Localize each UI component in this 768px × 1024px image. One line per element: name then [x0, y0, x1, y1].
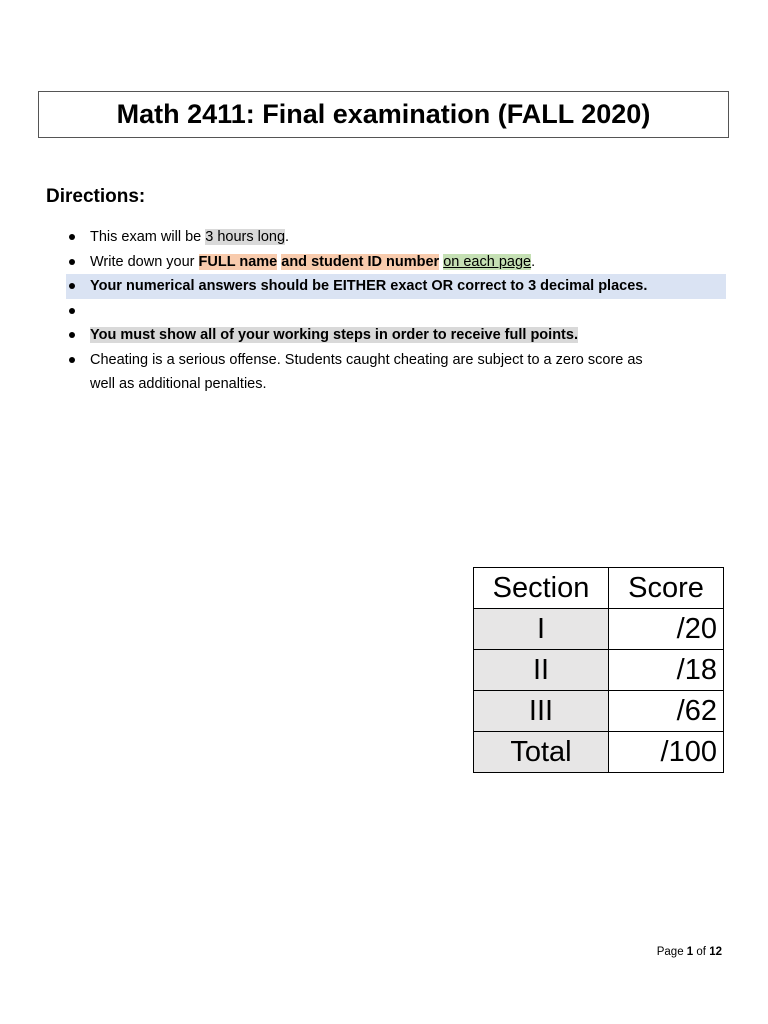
- table-header-score: Score: [609, 568, 724, 609]
- table-row: [474, 650, 724, 691]
- section-cell: I: [474, 609, 609, 650]
- section-cell: II: [474, 650, 609, 691]
- highlight-duration: 3 hours long: [205, 229, 286, 245]
- table-header-section: Section: [474, 568, 609, 609]
- direction-item-cheating: [66, 348, 726, 397]
- page-total: 12: [709, 946, 722, 958]
- score-table: [473, 567, 724, 773]
- bullet-icon: [69, 234, 75, 240]
- direction-item-numerical: [66, 274, 726, 299]
- direction-text: Your numerical answers should be EITHER exact OR correct to 3 decimal places.: [90, 278, 648, 294]
- page-footer: [657, 946, 722, 958]
- direction-item-duration: [66, 225, 726, 250]
- score-cell: /100: [609, 732, 724, 773]
- directions-heading: Directions:: [46, 186, 146, 207]
- score-cell: /62: [609, 691, 724, 732]
- page-title: Math 2411: Final examination (FALL 2020): [116, 99, 651, 129]
- direction-text: Cheating is a serious offense. Students caught cheating are subject to a zero score as: [90, 351, 643, 368]
- table-row: [474, 691, 724, 732]
- of-label: of: [696, 946, 706, 958]
- bullet-icon: [69, 283, 75, 289]
- highlight-student-id: and student ID number: [281, 253, 440, 270]
- direction-item-working-steps: [66, 323, 726, 348]
- title-box: [38, 91, 729, 138]
- section-cell: III: [474, 691, 609, 732]
- table-row: [474, 732, 724, 773]
- table-row: [474, 609, 724, 650]
- page-label: Page: [656, 946, 684, 958]
- direction-text: Write down your: [90, 253, 199, 270]
- score-cell: /18: [609, 650, 724, 691]
- direction-text: This exam will be: [90, 229, 206, 245]
- section-cell: Total: [474, 732, 609, 773]
- direction-item-empty: [66, 299, 726, 324]
- direction-item-name-id: [66, 250, 726, 275]
- direction-text: .: [531, 253, 536, 270]
- directions-list: [66, 225, 726, 397]
- page-current: 1: [686, 946, 694, 958]
- highlight-full-name: FULL name: [198, 253, 278, 270]
- bullet-icon: [69, 308, 75, 314]
- highlight-each-page: on each page: [443, 253, 532, 270]
- table-header-row: [474, 568, 724, 609]
- score-cell: /20: [609, 609, 724, 650]
- bullet-icon: [69, 332, 75, 338]
- highlight-working-steps: You must show all of your working steps in order to receive full points.: [90, 327, 578, 343]
- direction-text: well as additional penalties.: [90, 376, 267, 392]
- bullet-icon: [69, 357, 75, 363]
- bullet-icon: [69, 259, 75, 265]
- direction-text: .: [285, 229, 290, 245]
